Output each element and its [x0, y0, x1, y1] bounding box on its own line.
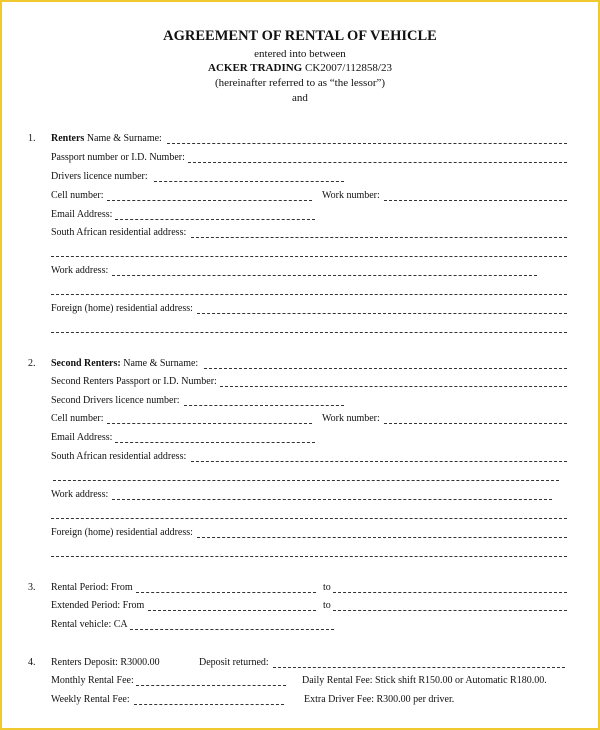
name-label: Name & Surname: [123, 358, 199, 369]
company-reg: CK2007/112858/23 [304, 62, 392, 74]
second-cell-label: Cell number: [51, 413, 104, 424]
second-email-label: Email Address: [51, 432, 113, 443]
section3-number: 3. [28, 582, 36, 593]
second-passport-label: Second Renters Passport or I.D. Number: [51, 376, 217, 387]
document-title: AGREEMENT OF RENTAL OF VEHICLE [163, 28, 437, 44]
sa-address-field[interactable] [191, 237, 567, 238]
cell-field[interactable] [107, 200, 312, 201]
licence-field[interactable] [154, 181, 344, 182]
email-field[interactable] [115, 219, 315, 220]
second-cell-field[interactable] [107, 423, 312, 424]
name-label: Name & Surname: [86, 133, 162, 144]
rental-vehicle-field[interactable] [130, 629, 334, 630]
foreign-address-field[interactable] [197, 313, 567, 314]
deposit-returned-label: Deposit returned: [199, 657, 269, 668]
passport-label: Passport number or I.D. Number: [51, 152, 185, 163]
rental-period-label: Rental Period: From [51, 582, 133, 593]
sa-address-field-2[interactable] [51, 256, 567, 257]
renter-name-field[interactable] [167, 143, 567, 144]
rental-vehicle-label: Rental vehicle: CA [51, 619, 128, 630]
weekly-fee-label: Weekly Rental Fee: [51, 694, 130, 705]
work-number-field[interactable] [384, 200, 567, 201]
section2-number: 2. [28, 358, 36, 369]
foreign-address-label: Foreign (home) residential address: [51, 303, 193, 314]
rental-period-to-label: to [323, 582, 331, 593]
deposit-returned-field[interactable] [273, 667, 565, 668]
monthly-fee-label: Monthly Rental Fee: [51, 675, 134, 686]
licence-label: Drivers licence number: [51, 171, 148, 182]
company-line [2, 62, 598, 74]
second-work-address-label: Work address: [51, 489, 109, 500]
rental-period-to-field[interactable] [333, 592, 567, 593]
renters-heading: Renters [51, 133, 85, 144]
second-passport-field[interactable] [220, 386, 567, 387]
second-email-field[interactable] [115, 442, 315, 443]
second-foreign-address-field[interactable] [197, 537, 567, 538]
section4-number: 4. [28, 657, 36, 668]
foreign-address-field-2[interactable] [51, 332, 567, 333]
extended-period-to-label: to [323, 600, 331, 611]
work-number-label: Work number: [322, 190, 380, 201]
second-work-number-label: Work number: [322, 413, 380, 424]
and-text: and [292, 92, 308, 104]
renters-name-label [51, 133, 162, 145]
company-name: ACKER TRADING [208, 62, 303, 74]
weekly-fee-field[interactable] [134, 704, 284, 705]
second-renter-name-field[interactable] [204, 368, 567, 369]
second-renters-name-label [51, 358, 198, 370]
second-licence-label: Second Drivers licence number: [51, 395, 180, 406]
passport-field[interactable] [188, 162, 567, 163]
lessor-note: (hereinafter referred to as “the lessor”) [214, 77, 386, 89]
second-work-number-field[interactable] [384, 423, 567, 424]
rental-period-from-field[interactable] [136, 592, 316, 593]
cell-label: Cell number: [51, 190, 104, 201]
extended-period-to-field[interactable] [333, 610, 567, 611]
work-address-field-2[interactable] [51, 294, 567, 295]
work-address-label: Work address: [51, 265, 109, 276]
section1-number: 1. [28, 133, 36, 144]
rental-agreement-page [2, 2, 598, 728]
extended-period-label: Extended Period: From [51, 600, 145, 611]
second-sa-address-field-2[interactable] [53, 480, 559, 481]
second-sa-address-label: South African residential address: [51, 451, 187, 462]
second-work-address-field-2[interactable] [51, 518, 567, 519]
email-label: Email Address: [51, 209, 113, 220]
daily-fee-text: Daily Rental Fee: Stick shift R150.00 or Automatic R180.00. [302, 675, 547, 686]
monthly-fee-field[interactable] [136, 685, 286, 686]
work-address-field[interactable] [112, 275, 537, 276]
second-work-address-field[interactable] [112, 499, 552, 500]
second-renters-heading: Second Renters: [51, 358, 121, 369]
extended-period-from-field[interactable] [148, 610, 316, 611]
sa-address-label: South African residential address: [51, 227, 187, 238]
second-licence-field[interactable] [184, 405, 344, 406]
second-foreign-address-field-2[interactable] [51, 556, 567, 557]
second-foreign-address-label: Foreign (home) residential address: [51, 527, 193, 538]
deposit-label: Renters Deposit: R3000.00 [51, 657, 160, 668]
second-sa-address-field[interactable] [191, 461, 567, 462]
intro-text: entered into between [254, 48, 346, 60]
extra-driver-fee-text: Extra Driver Fee: R300.00 per driver. [304, 694, 455, 705]
